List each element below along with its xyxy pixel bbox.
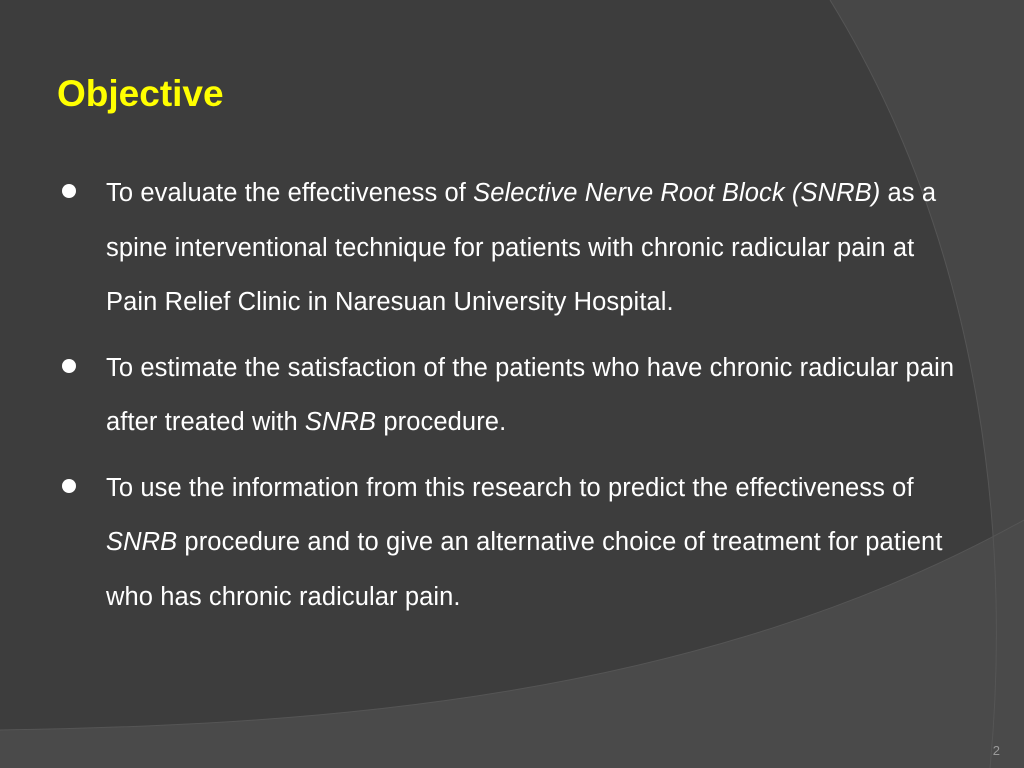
bullet-text-segment: To estimate the satisfaction of the patients who have chronic radicular pain after treated with <box>106 353 955 436</box>
bullet-item <box>62 461 962 625</box>
bullet-item <box>62 341 962 450</box>
bullet-item <box>62 166 962 330</box>
bullet-text-segment: procedure and to give an alternative choice of treatment for patient who has chronic radicular pain. <box>106 528 943 611</box>
bullet-text-segment: To evaluate the effectiveness of <box>106 179 474 207</box>
bullet-text-segment: procedure. <box>376 408 507 436</box>
bullet-text-segment-italic: SNRB <box>106 528 178 556</box>
bullet-icon <box>62 184 76 198</box>
bullet-icon <box>62 479 76 493</box>
bullet-text-segment-italic: Selective Nerve Root Block (SNRB) <box>473 179 881 207</box>
bullet-text-segment: To use the information from this research to predict the effectiveness of <box>106 473 914 502</box>
bullet-text-segment: as a spine interventional technique for patients with chronic radicular pain at Pain Relief Clinic in Naresuan University Hospital. <box>106 179 937 316</box>
bullet-text-segment-italic: SNRB <box>304 408 377 436</box>
slide-title: Objective <box>57 73 224 114</box>
page-number: 2 <box>992 743 1000 758</box>
bullet-icon <box>62 359 76 373</box>
bullet-list <box>62 166 962 635</box>
